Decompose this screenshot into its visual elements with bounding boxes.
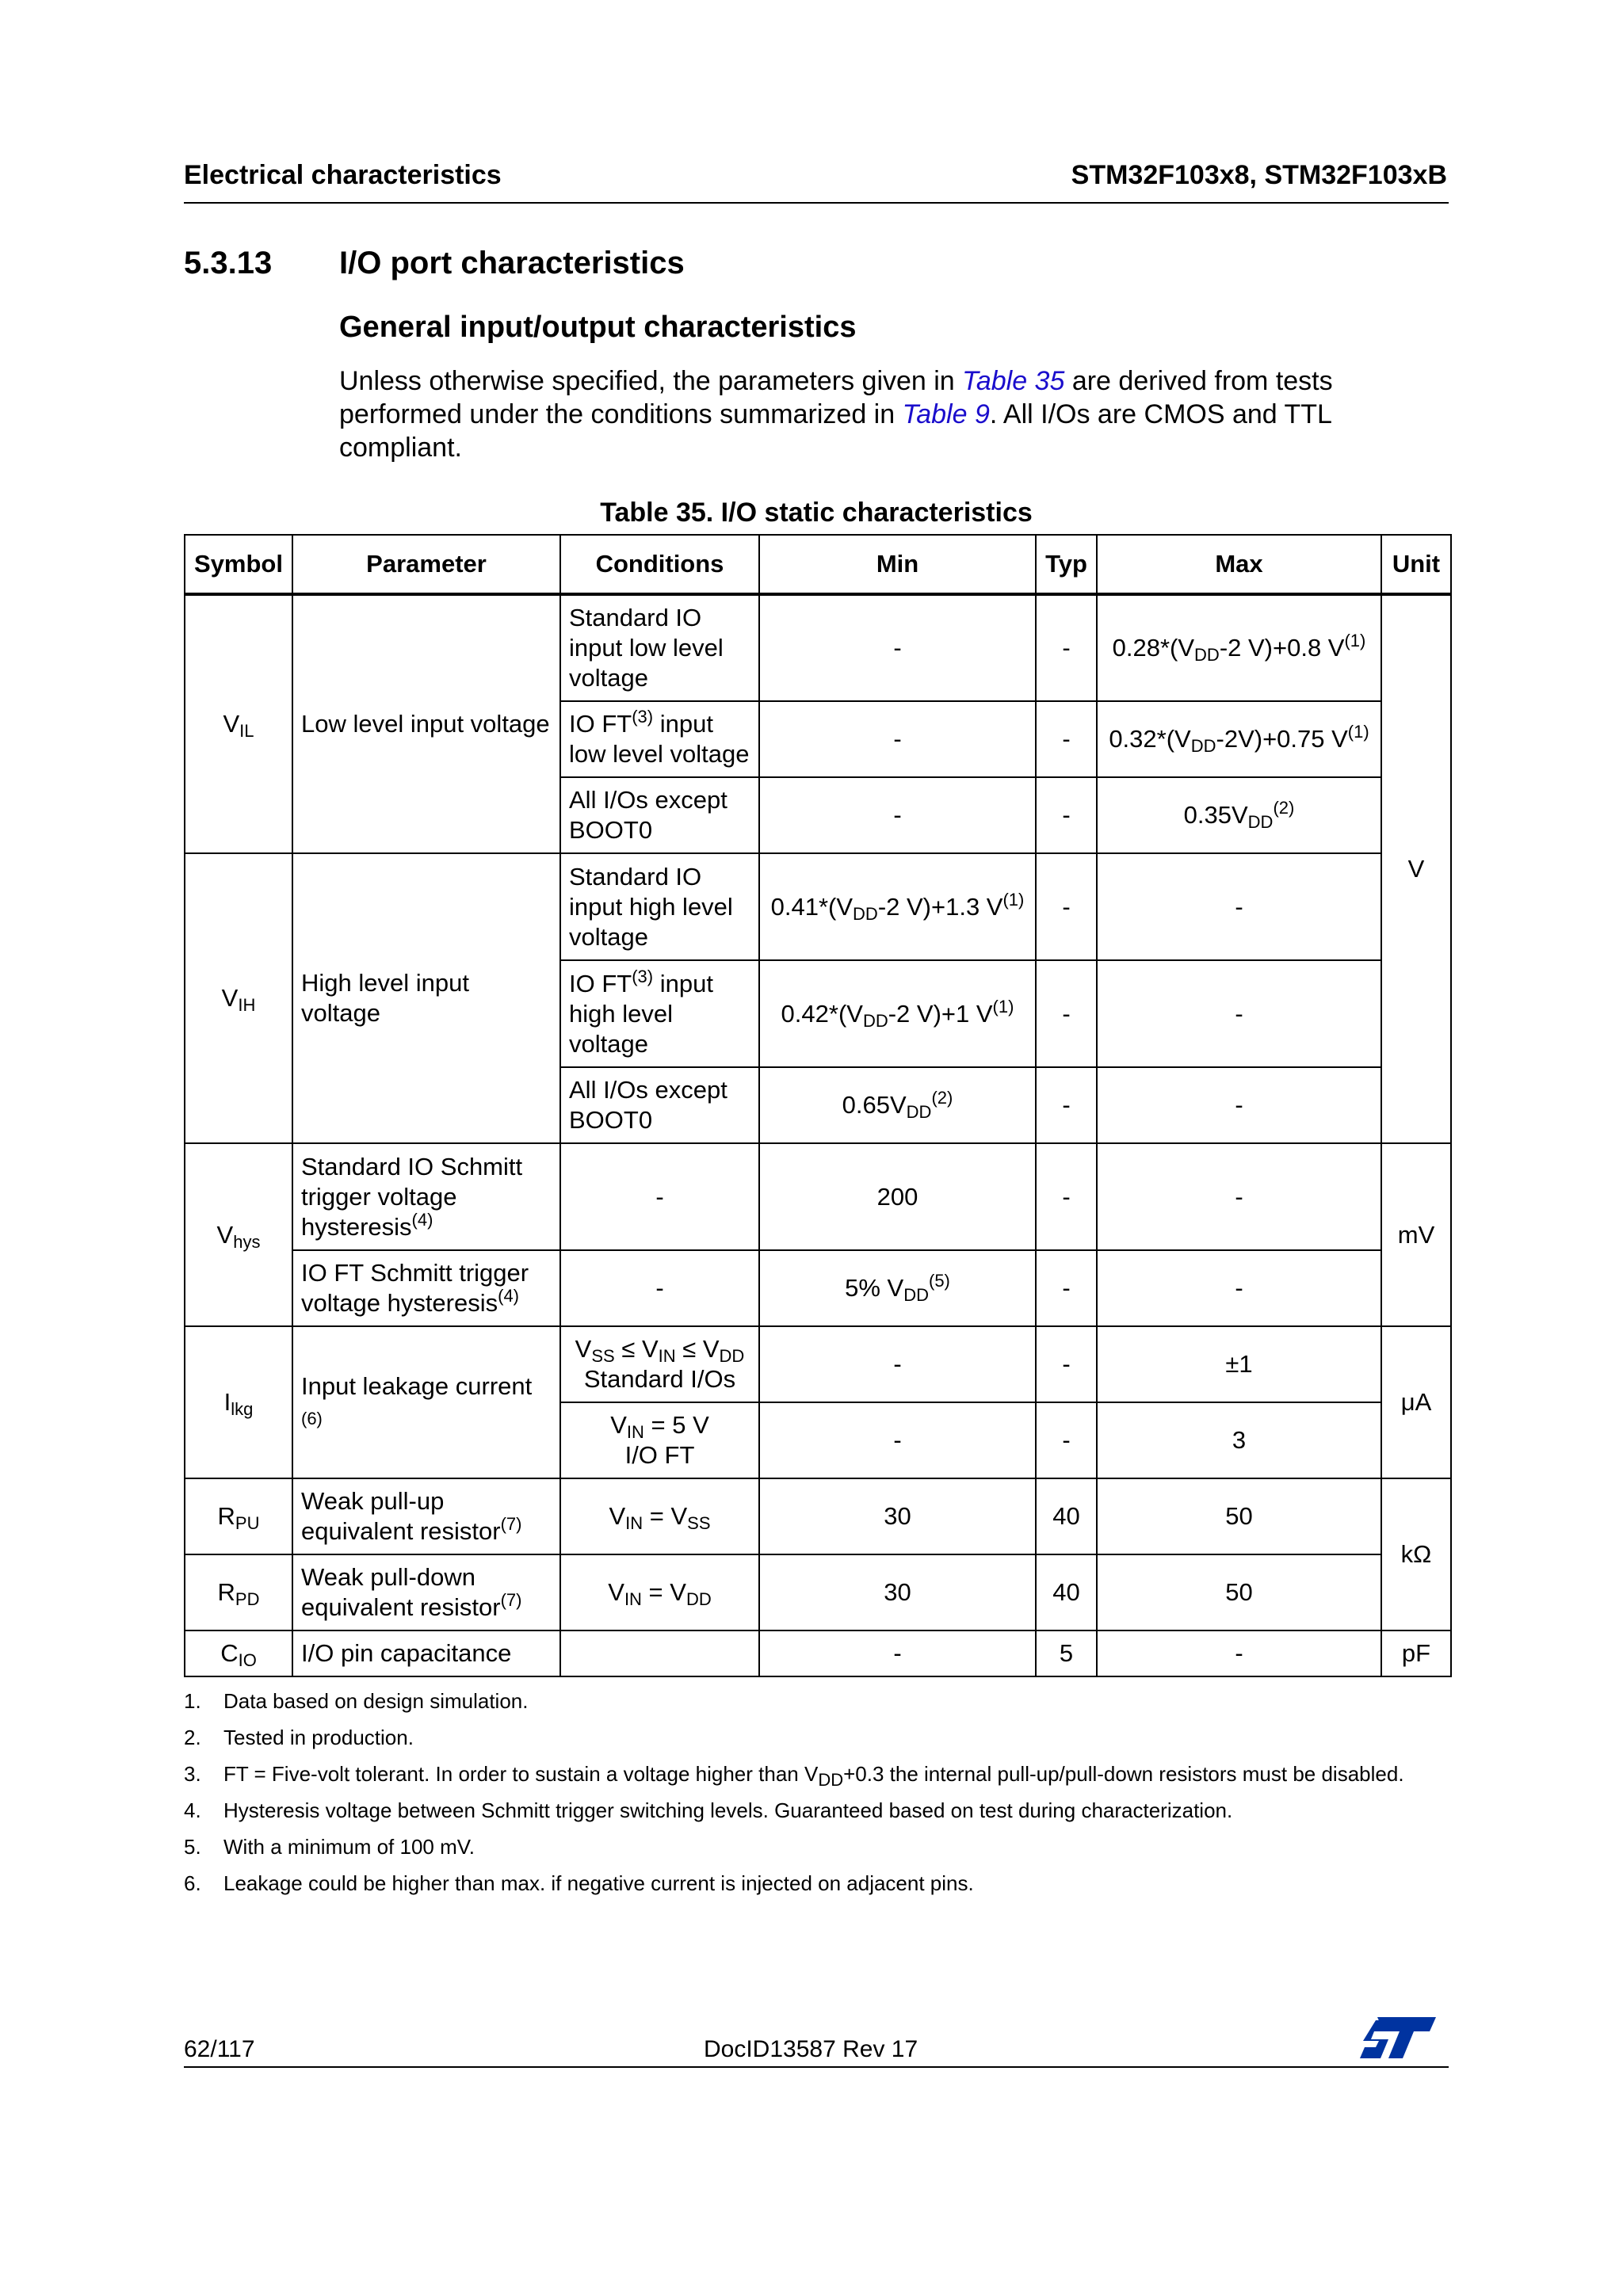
max-cell: 50 xyxy=(1097,1478,1381,1554)
min-cell: $0.42*(V_{DD}-2$ V)+1 $V^{(1)}$ xyxy=(759,960,1036,1067)
typ-cell: - xyxy=(1036,1067,1097,1143)
footnote: 4. Hysteresis voltage between Schmitt trigger switching levels. Guaranteed based on test during characterization. xyxy=(184,1798,1233,1822)
header-rule xyxy=(184,202,1449,204)
unit-mv: mV xyxy=(1381,1143,1451,1326)
max-cell: $0.32*(V_{DD}-2V)+0.75$ $V^{(1)}$ xyxy=(1097,701,1381,777)
symbol-cio: $C_{IO}$ xyxy=(185,1630,292,1676)
symbol-vil: $V_{IL}$ xyxy=(185,594,292,853)
col-parameter: Parameter xyxy=(292,535,560,594)
col-conditions: Conditions xyxy=(560,535,759,594)
param-vhys-std: Standard IO Schmitt trigger voltage hysteresis$^{(4)}$ xyxy=(292,1143,560,1250)
unit-ua: μA xyxy=(1381,1326,1451,1478)
typ-cell: - xyxy=(1036,960,1097,1067)
table-row xyxy=(185,1630,1451,1676)
subsection-title: General input/output characteristics xyxy=(339,311,857,344)
footnote: 3. FT = Five-volt tolerant. In order to sustain a voltage higher than $V_{DD}+0.3$ the internal pull-up/pull-down resistors must be disabled. xyxy=(184,1762,1404,1790)
col-unit: Unit xyxy=(1381,535,1451,594)
typ-cell: - xyxy=(1036,777,1097,853)
typ-cell: 40 xyxy=(1036,1478,1097,1554)
cond-cell: $V_{IN} = V_{DD}$ xyxy=(560,1554,759,1630)
header-right: STM32F103x8, STM32F103xB xyxy=(1071,160,1447,190)
table-row xyxy=(185,853,1451,960)
table-row xyxy=(185,1478,1451,1554)
min-cell: - xyxy=(759,594,1036,701)
symbol-rpu: $R_{PU}$ xyxy=(185,1478,292,1554)
footer-doc-id: DocID13587 Rev 17 xyxy=(704,2036,918,2062)
typ-cell: - xyxy=(1036,1402,1097,1478)
max-cell: 3 xyxy=(1097,1402,1381,1478)
section-number: 5.3.13 xyxy=(184,246,273,280)
cond-cell: $V_{IN} = V_{SS}$ xyxy=(560,1478,759,1554)
table-row xyxy=(185,1326,1451,1402)
col-typ: Typ xyxy=(1036,535,1097,594)
typ-cell: 5 xyxy=(1036,1630,1097,1676)
unit-v: V xyxy=(1381,594,1451,1143)
col-min: Min xyxy=(759,535,1036,594)
max-cell: $0.35V_{DD}^{(2)}$ xyxy=(1097,777,1381,853)
max-cell: 50 xyxy=(1097,1554,1381,1630)
min-cell: $0.65V_{DD}^{(2)}$ xyxy=(759,1067,1036,1143)
header-left: Electrical characteristics xyxy=(184,160,502,190)
table-caption: Table 35. I/O static characteristics xyxy=(600,498,1033,528)
cond-cell: All I/Os except BOOT0 xyxy=(560,1067,759,1143)
typ-cell: - xyxy=(1036,1250,1097,1326)
cond-cell: - xyxy=(560,1143,759,1250)
param-ilkg: Input leakage current (6) xyxy=(292,1326,560,1478)
footer-page-number: 62/117 xyxy=(184,2036,255,2062)
cond-cell: IO FT$^{(3)}$ input high level voltage xyxy=(560,960,759,1067)
table-row xyxy=(185,1250,1451,1326)
param-rpu: Weak pull-up equivalent resistor$^{(7)}$ xyxy=(292,1478,560,1554)
section-title: I/O port characteristics xyxy=(339,246,685,280)
min-cell: - xyxy=(759,701,1036,777)
cond-cell: $V_{IN} = 5$ V I/O FT xyxy=(560,1402,759,1478)
typ-cell: - xyxy=(1036,853,1097,960)
symbol-rpd: $R_{PD}$ xyxy=(185,1554,292,1630)
link-table-35[interactable]: Table 35 xyxy=(962,366,1065,396)
param-cio: I/O pin capacitance xyxy=(292,1630,560,1676)
typ-cell: - xyxy=(1036,594,1097,701)
param-vhys-ft: IO FT Schmitt trigger voltage hysteresis$^{(4)}$ xyxy=(292,1250,560,1326)
cond-cell: Standard IO input low level voltage xyxy=(560,594,759,701)
min-cell: - xyxy=(759,1402,1036,1478)
table-header-row xyxy=(185,535,1451,594)
footer-rule xyxy=(184,2066,1449,2068)
typ-cell: 40 xyxy=(1036,1554,1097,1630)
min-cell: 200 xyxy=(759,1143,1036,1250)
max-cell: - xyxy=(1097,1143,1381,1250)
max-cell: $0.28*(V_{DD}-2$ V)+0.8 $V^{(1)}$ xyxy=(1097,594,1381,701)
symbol-ilkg: $I_{lkg}$ xyxy=(185,1326,292,1478)
symbol-vhys: $V_{hys}$ xyxy=(185,1143,292,1326)
max-cell: - xyxy=(1097,1067,1381,1143)
typ-cell: - xyxy=(1036,1143,1097,1250)
footnote: 1. Data based on design simulation. xyxy=(184,1689,529,1713)
footnote: 2. Tested in production. xyxy=(184,1726,414,1749)
intro-paragraph: Unless otherwise specified, the parameters given in Table 35 are derived from tests performed under the conditions summarized in Table 9. All I/Os are CMOS and TTL compliant. xyxy=(339,366,1333,463)
min-cell: - xyxy=(759,1630,1036,1676)
footnote: 5. With a minimum of 100 mV. xyxy=(184,1835,475,1859)
min-cell: $0.41*(V_{DD}-2$ V)+1.3 $V^{(1)}$ xyxy=(759,853,1036,960)
table-row xyxy=(185,1554,1451,1630)
footnote: 6. Leakage could be higher than max. if negative current is injected on adjacent pins. xyxy=(184,1871,974,1895)
min-cell: 30 xyxy=(759,1478,1036,1554)
cond-cell: All I/Os except BOOT0 xyxy=(560,777,759,853)
unit-kohm: kΩ xyxy=(1381,1478,1451,1630)
param-vih: High level input voltage xyxy=(292,853,560,1143)
st-logo-icon xyxy=(1360,2016,1438,2060)
min-cell: - xyxy=(759,1326,1036,1402)
symbol-vih: $V_{IH}$ xyxy=(185,853,292,1143)
max-cell: - xyxy=(1097,1250,1381,1326)
table-row xyxy=(185,1143,1451,1250)
typ-cell: - xyxy=(1036,701,1097,777)
min-cell: - xyxy=(759,777,1036,853)
unit-pf: pF xyxy=(1381,1630,1451,1676)
io-static-characteristics-table xyxy=(184,534,1452,1677)
table-row xyxy=(185,594,1451,701)
cond-cell: IO FT$^{(3)}$ input low level voltage xyxy=(560,701,759,777)
typ-cell: - xyxy=(1036,1326,1097,1402)
col-max: Max xyxy=(1097,535,1381,594)
max-cell: - xyxy=(1097,853,1381,960)
col-symbol: Symbol xyxy=(185,535,292,594)
max-cell: - xyxy=(1097,1630,1381,1676)
cond-cell xyxy=(560,1630,759,1676)
min-cell: 5% $V_{DD}^{(5)}$ xyxy=(759,1250,1036,1326)
cond-cell: $V_{SS} \le V_{IN} \le V_{DD}$ Standard I/Os xyxy=(560,1326,759,1402)
max-cell: - xyxy=(1097,960,1381,1067)
param-vil: Low level input voltage xyxy=(292,594,560,853)
max-cell: ±1 xyxy=(1097,1326,1381,1402)
param-rpd: Weak pull-down equivalent resistor$^{(7)}$ xyxy=(292,1554,560,1630)
link-table-9[interactable]: Table 9 xyxy=(902,399,990,429)
min-cell: 30 xyxy=(759,1554,1036,1630)
cond-cell: - xyxy=(560,1250,759,1326)
table-footnotes xyxy=(184,1689,1449,1908)
cond-cell: Standard IO input high level voltage xyxy=(560,853,759,960)
